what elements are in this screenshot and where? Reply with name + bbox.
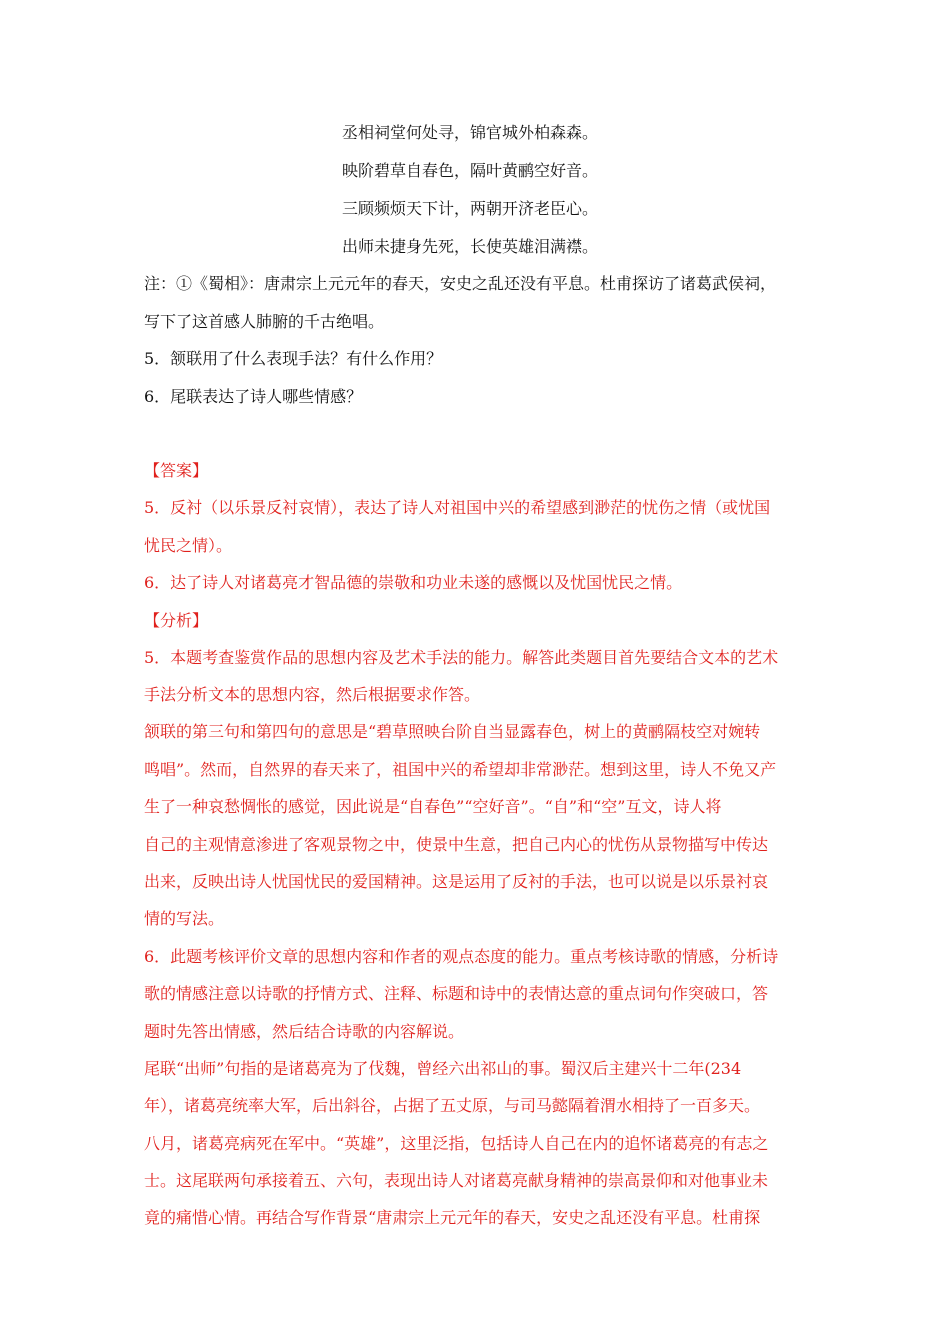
analysis-line: 颔联的第三句和第四句的意思是“碧草照映台阶自当显露春色，树上的黄鹂隔枝空对婉转 bbox=[144, 722, 761, 741]
poem-line: 三顾频烦天下计，两朝开济老臣心。 bbox=[342, 199, 599, 218]
answer-line: 忧民之情）。 bbox=[144, 536, 233, 555]
answer-heading: 【答案】 bbox=[144, 461, 209, 480]
analysis-line: 5．本题考查鉴赏作品的思想内容及艺术手法的能力。解答此类题目首先要结合文本的艺术 bbox=[144, 648, 779, 667]
analysis-line: 生了一种哀愁惆怅的感觉，因此说是“自春色”“空好音”。“自”和“空”互文，诗人将 bbox=[144, 797, 722, 816]
poem-line: 丞相祠堂何处寻，锦官城外柏森森。 bbox=[342, 123, 599, 142]
answer-line: 5．反衬（以乐景反衬哀情），表达了诗人对祖国中兴的希望感到渺茫的忧伤之情（或忧国 bbox=[144, 498, 771, 517]
analysis-line: 6．此题考核评价文章的思想内容和作者的观点态度的能力。重点考核诗歌的情感，分析诗 bbox=[144, 947, 779, 966]
note-line: 写下了这首感人肺腑的千古绝唱。 bbox=[144, 312, 385, 331]
analysis-line: 手法分析文本的思想内容，然后根据要求作答。 bbox=[144, 685, 481, 704]
analysis-line: 竟的痛惜心情。再结合写作背景“唐肃宗上元元年的春天，安史之乱还没有平息。杜甫探 bbox=[144, 1208, 761, 1227]
analysis-line: 尾联“出师”句指的是诸葛亮为了伐魏，曾经六出祁山的事。蜀汉后主建兴十二年(234 bbox=[144, 1059, 742, 1078]
analysis-line: 士。这尾联两句承接着五、六句，表现出诗人对诸葛亮献身精神的崇高景仰和对他事业未 bbox=[144, 1171, 769, 1190]
poem-line: 映阶碧草自春色，隔叶黄鹂空好音。 bbox=[342, 161, 599, 180]
question-6: 6．尾联表达了诗人哪些情感？ bbox=[144, 387, 363, 406]
analysis-line: 歌的情感注意以诗歌的抒情方式、注释、标题和诗中的表情达意的重点词句作突破口，答 bbox=[144, 984, 769, 1003]
analysis-line: 鸣唱”。然而，自然界的春天来了，祖国中兴的希望却非常渺茫。想到这里，诗人不免又产 bbox=[144, 760, 777, 779]
analysis-line: 八月，诸葛亮病死在军中。“英雄”，这里泛指，包括诗人自己在内的追怀诸葛亮的有志之 bbox=[144, 1134, 769, 1153]
answer-line: 6．达了诗人对诸葛亮才智品德的崇敬和功业未遂的感慨以及忧国忧民之情。 bbox=[144, 573, 683, 592]
analysis-line: 自己的主观情意渗进了客观景物之中，使景中生意，把自己内心的忧伤从景物描写中传达 bbox=[144, 835, 769, 854]
analysis-line: 题时先答出情感，然后结合诗歌的内容解说。 bbox=[144, 1022, 465, 1041]
note-line: 注：①《蜀相》：唐肃宗上元元年的春天，安史之乱还没有平息。杜甫探访了诸葛武侯祠， bbox=[144, 274, 777, 293]
question-5: 5．颔联用了什么表现手法？有什么作用？ bbox=[144, 349, 443, 368]
analysis-line: 年），诸葛亮统率大军，后出斜谷，占据了五丈原，与司马懿隔着渭水相持了一百多天。 bbox=[144, 1096, 761, 1115]
analysis-line: 情的写法。 bbox=[144, 909, 225, 928]
poem-line: 出师未捷身先死，长使英雄泪满襟。 bbox=[342, 237, 599, 256]
analysis-heading: 【分析】 bbox=[144, 611, 209, 630]
analysis-line: 出来，反映出诗人忧国忧民的爱国精神。这是运用了反衬的手法，也可以说是以乐景衬哀 bbox=[144, 872, 769, 891]
